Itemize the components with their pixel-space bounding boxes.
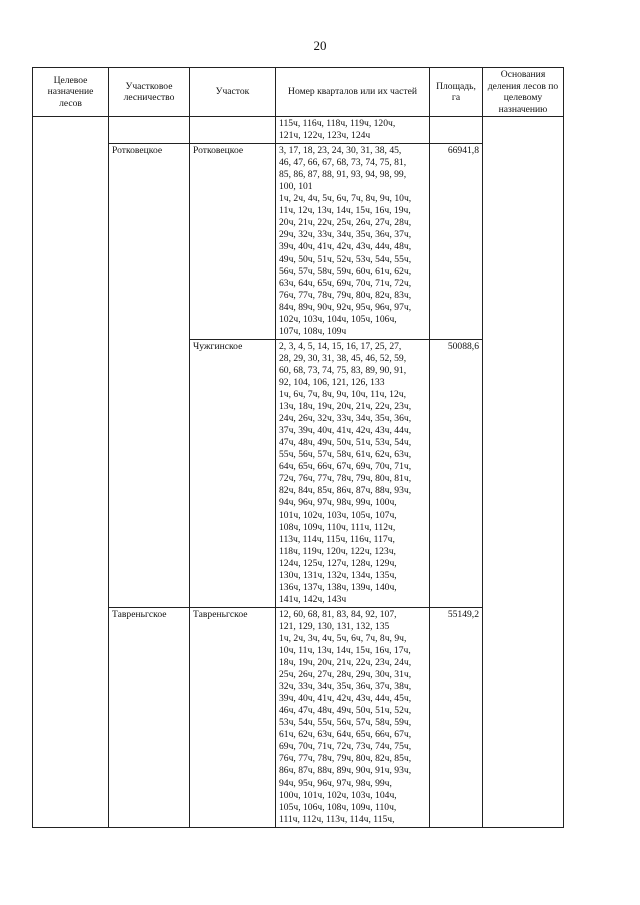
quarters-line: 100ч, 101ч, 102ч, 103ч, 104ч, [279,789,397,801]
quarters-line: 56ч, 57ч, 58ч, 59ч, 60ч, 61ч, 62ч, [279,265,412,277]
quarters-line: 1ч, 2ч, 4ч, 5ч, 6ч, 7ч, 8ч, 9ч, 10ч, [279,193,412,205]
quarters-line: 11ч, 12ч, 13ч, 14ч, 15ч, 16ч, 19ч, [279,205,411,217]
quarters-line: 141ч, 142ч, 143ч [279,593,347,605]
quarters-cell [276,607,430,827]
quarters-cell [276,339,430,607]
quarters-line: 94ч, 95ч, 96ч, 97ч, 98ч, 99ч, [279,777,392,789]
quarters-line: 136ч, 137ч, 138ч, 139ч, 140ч, [279,581,397,593]
district-cell: Ротковецкое [109,144,190,608]
forest-division-table [32,67,564,828]
area-cell: 55149,2 [430,607,483,827]
quarters-line: 86ч, 87ч, 88ч, 89ч, 90ч, 91ч, 93ч, [279,765,412,777]
district-cell [109,117,190,144]
quarters-line: 1ч, 2ч, 3ч, 4ч, 5ч, 6ч, 7ч, 8ч, 9ч, [279,632,407,644]
header-purpose: Целевое назначение лесов [33,68,109,117]
quarters-line: 61ч, 62ч, 63ч, 64ч, 65ч, 66ч, 67ч, [279,729,412,741]
quarters-line: 39ч, 40ч, 41ч, 42ч, 43ч, 44ч, 45ч, [279,693,412,705]
quarters-line: 92, 104, 106, 121, 126, 133 [279,376,385,388]
quarters-line: 1ч, 6ч, 7ч, 8ч, 9ч, 10ч, 11ч, 12ч, [279,389,406,401]
quarters-line: 69ч, 70ч, 71ч, 72ч, 73ч, 74ч, 75ч, [279,741,412,753]
quarters-line: 113ч, 114ч, 115ч, 116ч, 117ч, [279,533,395,545]
quarters-line: 100, 101 [279,181,313,193]
basis-cell [483,117,564,828]
quarters-line: 85, 86, 87, 88, 91, 93, 94, 98, 99, [279,169,407,181]
quarters-text [279,609,426,826]
section-cell: Чужгинское [190,339,276,607]
district-cell: Тавреньгское [109,607,190,827]
header-quarters: Номер кварталов или их частей [276,68,430,117]
quarters-line: 108ч, 109ч, 110ч, 111ч, 112ч, [279,521,396,533]
area-cell: 50088,6 [430,339,483,607]
quarters-line: 118ч, 119ч, 120ч, 122ч, 123ч, [279,545,396,557]
quarters-cell [276,117,430,144]
area-cell: 66941,8 [430,144,483,340]
quarters-line: 13ч, 18ч, 19ч, 20ч, 21ч, 22ч, 23ч, [279,401,412,413]
quarters-line: 63ч, 64ч, 65ч, 69ч, 70ч, 71ч, 72ч, [279,277,412,289]
quarters-line: 46ч, 47ч, 48ч, 49ч, 50ч, 51ч, 52ч, [279,705,412,717]
quarters-line: 37ч, 39ч, 40ч, 41ч, 42ч, 43ч, 44ч, [279,425,412,437]
quarters-line: 2, 3, 4, 5, 14, 15, 16, 17, 25, 27, [279,340,402,352]
quarters-text [279,341,426,606]
quarters-line: 28, 29, 30, 31, 38, 45, 46, 52, 59, [279,352,407,364]
quarters-line: 10ч, 11ч, 13ч, 14ч, 15ч, 16ч, 17ч, [279,645,411,657]
table-row [33,117,564,144]
quarters-line: 102ч, 103ч, 104ч, 105ч, 106ч, [279,313,397,325]
quarters-line: 82ч, 84ч, 85ч, 86ч, 87ч, 88ч, 93ч, [279,485,412,497]
quarters-line: 121, 129, 130, 131, 132, 135 [279,620,390,632]
header-district: Участковое лесничество [109,68,190,117]
header-section: Участок [190,68,276,117]
quarters-text [279,145,426,338]
section-cell: Тавреньгское [190,607,276,827]
quarters-line: 111ч, 112ч, 113ч, 114ч, 115ч, [279,813,395,825]
quarters-line: 49ч, 50ч, 51ч, 52ч, 53ч, 54ч, 55ч, [279,253,412,265]
quarters-line: 46, 47, 66, 67, 68, 73, 74, 75, 81, [279,157,407,169]
quarters-line: 72ч, 76ч, 77ч, 78ч, 79ч, 80ч, 81ч, [279,473,412,485]
quarters-line: 105ч, 106ч, 108ч, 109ч, 110ч, [279,801,397,813]
quarters-cell [276,144,430,340]
quarters-line: 115ч, 116ч, 118ч, 119ч, 120ч, [279,118,396,129]
quarters-line: 3, 17, 18, 23, 24, 30, 31, 38, 45, [279,145,402,157]
header-area: Площадь, га [430,68,483,117]
quarters-line: 76ч, 77ч, 78ч, 79ч, 80ч, 82ч, 83ч, [279,289,412,301]
quarters-line: 12, 60, 68, 81, 83, 84, 92, 107, [279,608,397,620]
quarters-line: 101ч, 102ч, 103ч, 105ч, 107ч, [279,509,397,521]
section-cell: Ротковецкое [190,144,276,340]
quarters-line: 24ч, 26ч, 32ч, 33ч, 34ч, 35ч, 36ч, [279,413,412,425]
quarters-line: 32ч, 33ч, 34ч, 35ч, 36ч, 37ч, 38ч, [279,681,412,693]
quarters-line: 121ч, 122ч, 123ч, 124ч [279,130,371,142]
area-cell [430,117,483,144]
quarters-line: 124ч, 125ч, 127ч, 128ч, 129ч, [279,557,397,569]
quarters-line: 18ч, 19ч, 20ч, 21ч, 22ч, 23ч, 24ч, [279,657,412,669]
quarters-line: 107ч, 108ч, 109ч [279,325,347,337]
section-cell [190,117,276,144]
quarters-line: 55ч, 56ч, 57ч, 58ч, 61ч, 62ч, 63ч, [279,449,412,461]
quarters-line: 47ч, 48ч, 49ч, 50ч, 51ч, 53ч, 54ч, [279,437,412,449]
header-basis: Основания деления лесов по целевому назначению [483,68,564,117]
quarters-line: 20ч, 21ч, 22ч, 25ч, 26ч, 27ч, 28ч, [279,217,412,229]
quarters-line: 76ч, 77ч, 78ч, 79ч, 80ч, 82ч, 85ч, [279,753,412,765]
quarters-line: 60, 68, 73, 74, 75, 83, 89, 90, 91, [279,364,407,376]
quarters-line: 29ч, 32ч, 33ч, 34ч, 35ч, 36ч, 37ч, [279,229,412,241]
quarters-line: 53ч, 54ч, 55ч, 56ч, 57ч, 58ч, 59ч, [279,717,412,729]
quarters-line: 130ч, 131ч, 132ч, 134ч, 135ч, [279,569,397,581]
quarters-line: 84ч, 89ч, 90ч, 92ч, 95ч, 96ч, 97ч, [279,301,412,313]
quarters-line: 25ч, 26ч, 27ч, 28ч, 29ч, 30ч, 31ч, [279,669,412,681]
quarters-line: 64ч, 65ч, 66ч, 67ч, 69ч, 70ч, 71ч, [279,461,412,473]
quarters-line: 94ч, 96ч, 97ч, 98ч, 99ч, 100ч, [279,497,397,509]
quarters-text [279,118,426,142]
quarters-line: 39ч, 40ч, 41ч, 42ч, 43ч, 44ч, 48ч, [279,241,412,253]
table-header-row [33,68,564,117]
page-number: 20 [313,38,327,53]
purpose-cell [33,117,109,828]
